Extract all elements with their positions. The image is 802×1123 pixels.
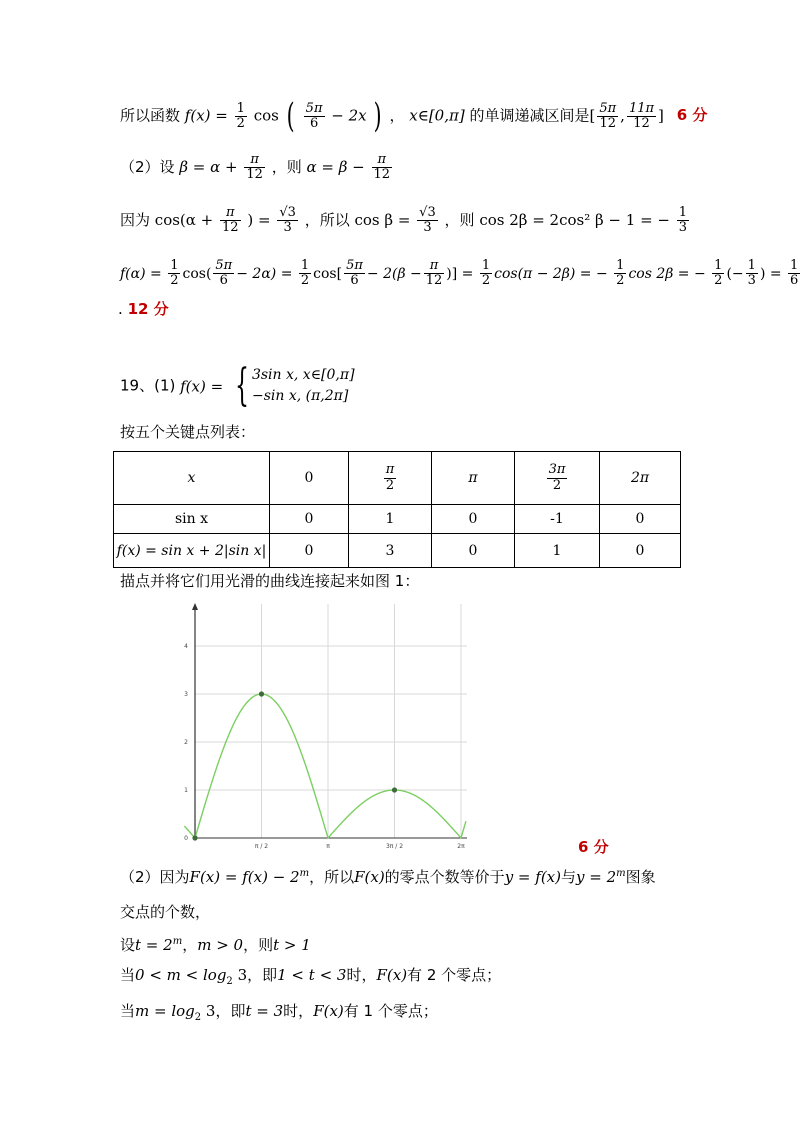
- line-12: 当$0 < m < \log_2 3$，即1 < t < 3时，F(x)有 2 个零点；: [120, 966, 502, 987]
- math: cos β =: [354, 210, 411, 229]
- math: cos: [253, 106, 279, 125]
- math: f(x) =: [184, 106, 228, 125]
- piecewise: { 3sin x, x∈[0,π] −sin x, (π,2π]: [234, 360, 355, 411]
- fraction: $\frac{1}{3}$: [678, 205, 688, 236]
- series-line: [184, 694, 466, 838]
- math: α = β −: [306, 157, 365, 176]
- math: β = α +: [179, 157, 238, 176]
- data-point: [392, 787, 397, 792]
- math: cos(α +: [154, 210, 214, 229]
- fraction: $\frac{5\pi}{12}$: [599, 100, 617, 131]
- fraction: $\frac{1}{2}$: [236, 100, 245, 131]
- line-5: . 12 分: [118, 300, 169, 318]
- y-tick-label: 3: [184, 691, 188, 698]
- y-tick-label: 4: [184, 643, 188, 650]
- line-1: 所以函数 f(x) = $\frac{1}{2}$ cos ( $\frac{5\pi}{6}$ − 2x ) ， x∈[0,π] 的单调递减区间是[ $\frac{5\pi}{12}$ , $\frac{11\pi}{12}$ ] 6 分: [120, 96, 708, 136]
- text: 所以函数: [120, 106, 181, 125]
- y-tick-label: 1: [184, 787, 188, 794]
- math: − 2x: [331, 106, 367, 125]
- line-3: [120, 206, 691, 236]
- fraction: $\frac{11\pi}{12}$: [628, 100, 655, 131]
- text: ，所以: [304, 210, 350, 229]
- line-11: 设$t = 2^m$，m > 0，则t > 1: [120, 936, 311, 954]
- table-row: x 0 $\frac{\pi}{2}$ π $\frac{3\pi}{2}$ 2π: [114, 452, 681, 505]
- math: ) =: [247, 210, 271, 229]
- y-tick-label: 0: [184, 835, 188, 842]
- math: cos 2β = 2cos² β − 1 = −: [479, 210, 670, 229]
- x-tick-label: π / 2: [254, 843, 269, 850]
- math: x∈[0,π]: [409, 106, 465, 125]
- y-axis-arrow: [192, 603, 198, 610]
- fraction: $\frac{5\pi}{6}$: [305, 100, 323, 131]
- math: f(α) =: [120, 265, 162, 282]
- fraction: $\frac{\pi}{12}$: [222, 205, 239, 236]
- paren: ): [374, 96, 383, 136]
- line-10: 交点的个数，: [120, 903, 211, 921]
- data-point: [192, 835, 197, 840]
- fraction: $\frac{√3}{3}$: [419, 205, 436, 236]
- key-points-table: [113, 451, 681, 568]
- line-9: （2）因为$F(x) = f(x) - 2^m$，所以F(x)的零点个数等价于y = f(x)与$y = 2^m$图象: [120, 868, 656, 886]
- line-2: [120, 153, 394, 183]
- text: ，则: [271, 157, 302, 176]
- text: 的单调递减区间是: [469, 106, 590, 125]
- line-4: f(α) = $\frac{1}{2}$ cos( $\frac{5\pi}{6}$ − 2α) = $\frac{1}{2}$ cos[ $\frac{5\pi}{6}$ − 2(β − $\frac{\pi}{12}$ )] = $\frac{1}{2}$ cos(π − 2β) = − $\frac{1}{2}$ cos 2β = − $\frac{1}{2}$ (− $\frac{1}{3}$ ) = $\frac{1}{6}$: [120, 258, 799, 289]
- text: 19、(1): [120, 376, 176, 395]
- data-point: [259, 691, 264, 696]
- text: 因为: [120, 210, 151, 229]
- fraction: $\frac{\pi}{12}$: [373, 152, 391, 183]
- score-label: 6 分: [676, 106, 708, 125]
- table-row: sin x 0 1 0 -1 0: [114, 505, 681, 534]
- line-13: 当$m = \log_2 3$，即t = 3时，F(x)有 1 个零点；: [120, 1002, 438, 1023]
- function-graph: [183, 600, 473, 860]
- fraction: $\frac{√3}{3}$: [279, 205, 296, 236]
- fraction: $\frac{\pi}{12}$: [246, 152, 263, 183]
- line-7: 按五个关键点列表：: [120, 423, 256, 441]
- score-label: 6 分: [578, 838, 609, 856]
- table-row: f(x) = sin x + 2|sin x| 0 3 0 1 0: [114, 534, 681, 568]
- math: f(x) =: [180, 377, 224, 396]
- line-6: [120, 360, 355, 413]
- y-tick-label: 2: [184, 739, 188, 746]
- paren: (: [286, 96, 295, 136]
- x-tick-label: 3π / 2: [385, 843, 404, 850]
- text: ，则: [444, 210, 475, 229]
- text: （2）设: [120, 157, 175, 176]
- x-tick-label: π: [326, 843, 330, 850]
- score-label: 12 分: [127, 300, 169, 318]
- line-8: 描点并将它们用光滑的曲线连接起来如图 1：: [120, 572, 420, 590]
- x-tick-label: 2π: [457, 843, 465, 850]
